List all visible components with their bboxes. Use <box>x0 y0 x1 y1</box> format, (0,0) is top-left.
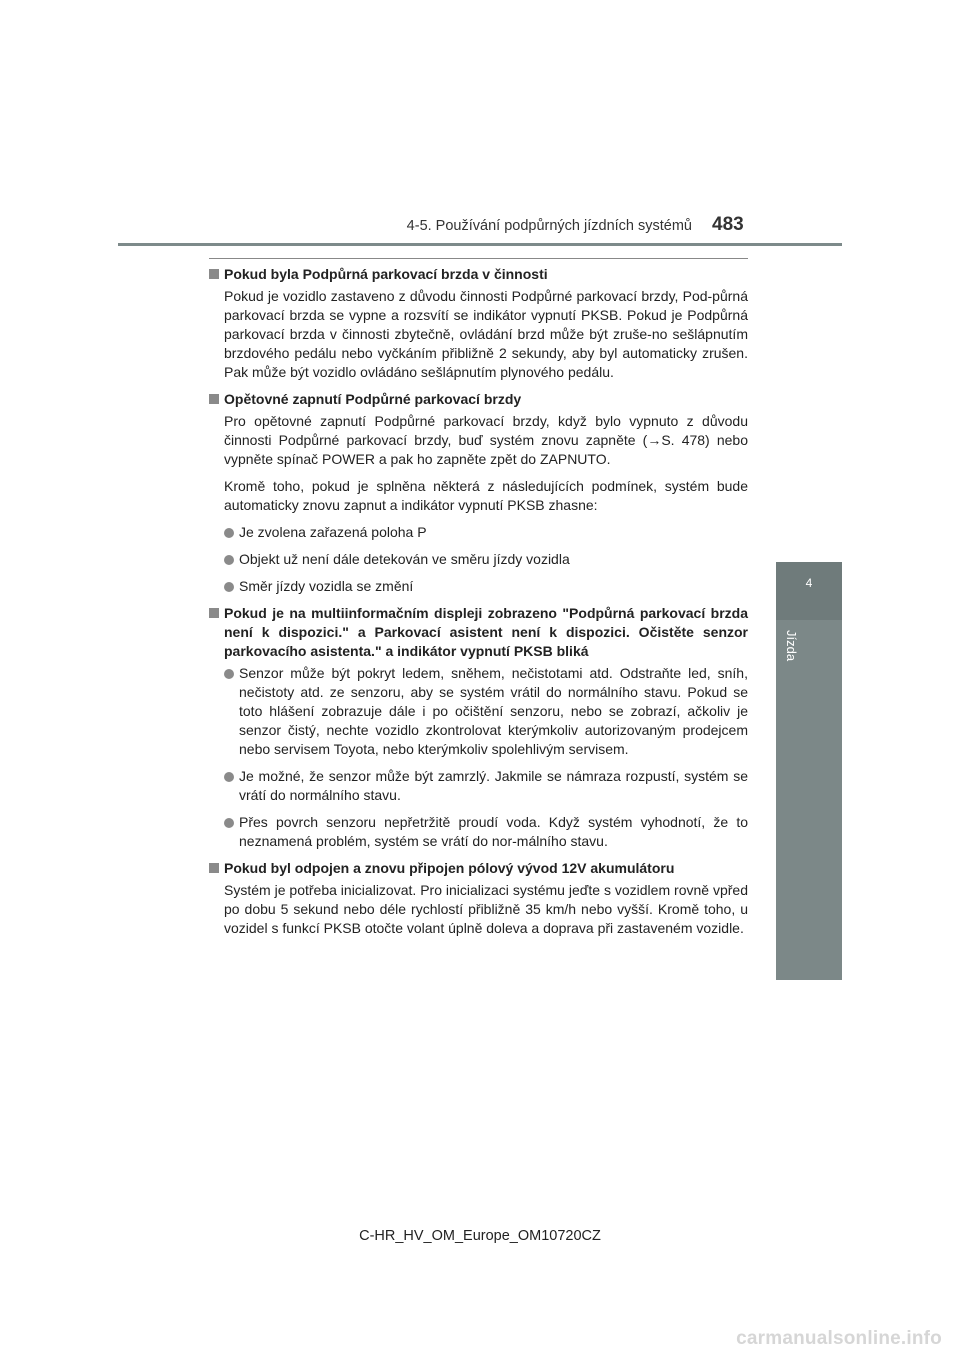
paragraph: Pokud je vozidlo zastaveno z důvodu činnosti Podpůrné parkovací brzdy, Pod-půrná parkovací brzda se vypne a rozsvítí se indikátor vypnutí PKSB. Pokud je Podpůrná parkovací brzda v činnosti zbytečně, ovládání brzd může být zruše-no sešlápnutím brzdového pedálu nebo vyčkáním přibližně 2 sekundy, aby byl automaticky zrušen. Pak může být vozidlo ovládáno sešlápnutím plynového pedálu. <box>224 288 748 380</box>
round-bullet-icon <box>224 582 234 592</box>
chapter-tab <box>776 562 842 620</box>
section-heading: Pokud byla Podpůrná parkovací brzda v činnosti <box>209 265 748 284</box>
section-heading: Pokud je na multiinformačním displeji zobrazeno "Podpůrná parkovací brzda není k dispozici." a Parkovací asistent není k dispozici. Očistěte senzor parkovacího asistenta." a indikátor vypnutí PKSB bliká <box>209 604 748 661</box>
paragraph: Systém je potřeba inicializovat. Pro inicializaci systému jeďte s vozidlem rovně vpřed po dobu 5 sekund nebo déle rychlostí přibližně 35 km/h nebo vyšší. Kromě toho, u vozidel s funkcí PKSB otočte volant úplně doleva a doprava při zastaveném vozidle. <box>224 882 748 936</box>
section-heading: Opětovné zapnutí Podpůrné parkovací brzdy <box>209 390 748 409</box>
header-rule <box>118 243 842 246</box>
list-item: Je možné, že senzor může být zamrzlý. Jakmile se námraza rozpustí, systém se vrátí do normálního stavu. <box>209 767 748 805</box>
page-number: 483 <box>712 214 744 235</box>
square-bullet-icon <box>209 863 219 873</box>
paragraph: Pro opětovné zapnutí Podpůrné parkovací brzdy, když bylo vypnuto z důvodu činnosti Podpůrné parkovací brzdy, buď systém znovu zapněte (→S. 478) nebo vypněte spínač POWER a pak ho zapněte zpět do ZAPNUTO. <box>224 413 748 467</box>
list-item: Je zvolena zařazená poloha P <box>209 523 748 542</box>
list-item: Senzor může být pokryt ledem, sněhem, nečistotami atd. Odstraňte led, sníh, nečistoty atd. ze senzoru, aby se systém vrátil do normálního stavu. Pokud se toto hlášení zobrazuje dále i po očištění senzoru, nebo se zobrazí, ačkoliv je senzor čistý, nechte vozidlo zkontrolovat kterýmkoliv autorizovaným prodejcem nebo servisem Toyota, nebo kterýmkoliv spolehlivým servisem. <box>209 664 748 759</box>
round-bullet-icon <box>224 669 234 679</box>
content-rule <box>209 258 748 259</box>
document-code: C-HR_HV_OM_Europe_OM10720CZ <box>359 1228 601 1244</box>
page-content <box>209 265 748 946</box>
square-bullet-icon <box>209 394 219 404</box>
section-heading: Pokud byl odpojen a znovu připojen pólový vývod 12V akumulátoru <box>209 859 748 878</box>
list-item: Směr jízdy vozidla se změní <box>209 577 748 596</box>
square-bullet-icon <box>209 269 219 279</box>
chapter-label: Jízda <box>784 630 799 662</box>
paragraph: Kromě toho, pokud je splněna některá z následujících podmínek, systém bude automaticky znovu zapnut a indikátor vypnutí PKSB zhasne: <box>224 478 748 513</box>
chapter-number: 4 <box>805 576 813 590</box>
round-bullet-icon <box>224 818 234 828</box>
round-bullet-icon <box>224 772 234 782</box>
list-item: Přes povrch senzoru nepřetržitě proudí voda. Když systém vyhodnotí, že to neznamená problém, systém se vrátí do nor-málního stavu. <box>209 813 748 851</box>
watermark: carmanualsonline.info <box>736 1328 942 1349</box>
round-bullet-icon <box>224 528 234 538</box>
square-bullet-icon <box>209 608 219 618</box>
list-item: Objekt už není dále detekován ve směru jízdy vozidla <box>209 550 748 569</box>
round-bullet-icon <box>224 555 234 565</box>
section-title: 4-5. Používání podpůrných jízdních systémů <box>406 218 692 234</box>
